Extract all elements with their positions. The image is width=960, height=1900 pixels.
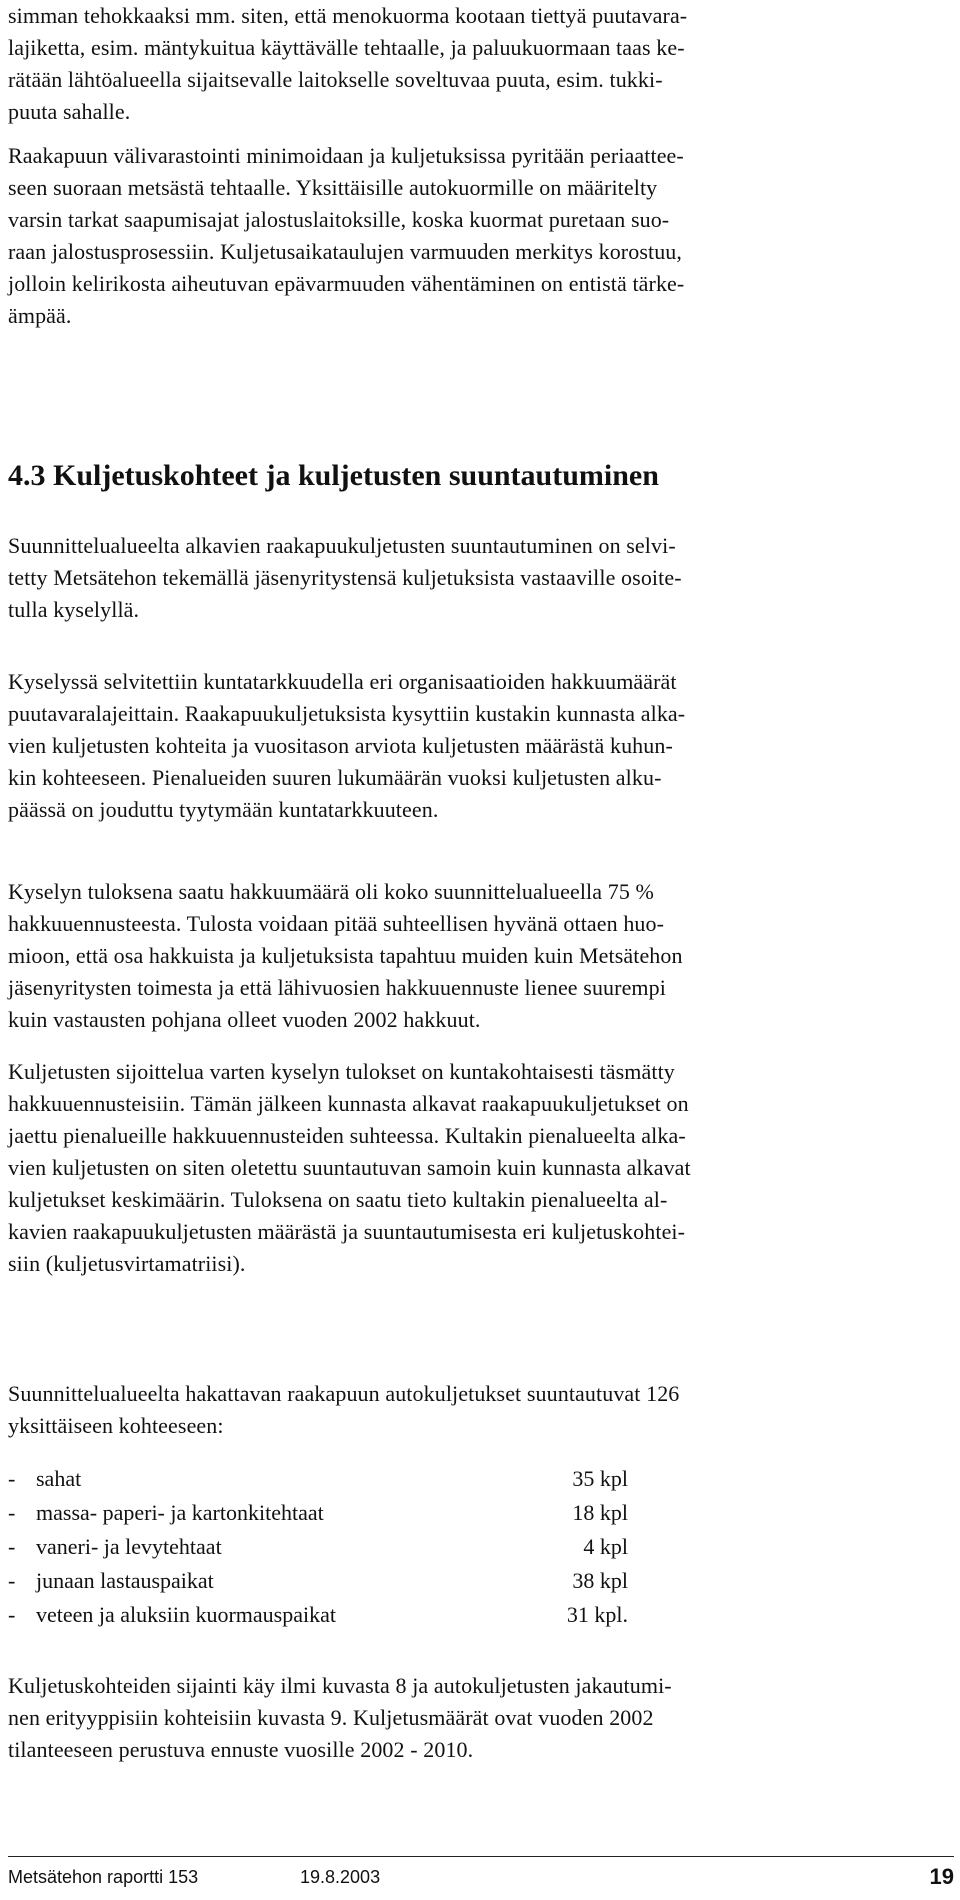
text-line: kuin vastausten pohjana olleet vuoden 2002 hakkuut.: [8, 1007, 481, 1032]
paragraph-raw-wood-storage: [8, 140, 956, 332]
text-line: puuta sahalle.: [8, 99, 131, 124]
list-dash: -: [8, 1534, 16, 1559]
paragraph-survey-intro: [8, 530, 956, 626]
text-line: Kuljetusten sijoittelua varten kyselyn tulokset on kuntakohtaisesti täsmätty: [8, 1059, 675, 1084]
list-item-label: massa- paperi- ja kartonkitehtaat: [36, 1500, 324, 1525]
text-line: hakkuuennusteesta. Tulosta voidaan pitää suhteellisen hyvänä ottaen huo-: [8, 911, 665, 936]
list-item-label: junaan lastauspaikat: [36, 1568, 214, 1593]
list-item-count: 31 kpl.: [566, 1602, 628, 1627]
list-dash: -: [8, 1500, 16, 1525]
text-line: nen erityyppisiin kohteisiin kuvasta 9. Kuljetusmäärät ovat vuoden 2002: [8, 1705, 654, 1730]
text-line: tilanteeseen perustuva ennuste vuosille 2002 - 2010.: [8, 1737, 474, 1762]
text-line: jäsenyritysten toimesta ja että lähivuosien hakkuuennuste lienee suurempi: [8, 975, 666, 1000]
text-line: vien kuljetusten kohteita ja vuositason arviota kuljetusten määrästä kuhun-: [8, 733, 673, 758]
text-line: jolloin kelirikosta aiheutuvan epävarmuuden vähentäminen on entistä tärke-: [8, 271, 685, 296]
text-line: Kyselyn tuloksena saatu hakkuumäärä oli koko suunnittelualueella 75 %: [8, 879, 654, 904]
text-line: raan jalostusprosessiin. Kuljetusaikataulujen varmuuden merkitys korostuu,: [8, 239, 682, 264]
list-item: [8, 1496, 708, 1530]
text-line: vien kuljetusten on siten oletettu suuntautuvan samoin kuin kunnasta alkavat: [8, 1155, 691, 1180]
text-line: siin (kuljetusvirtamatriisi).: [8, 1251, 246, 1276]
paragraph-figure-reference: [8, 1670, 956, 1766]
text-line: päässä on jouduttu tyytymään kuntatarkkuuteen.: [8, 797, 439, 822]
text-line: Raakapuun välivarastointi minimoidaan ja kuljetuksissa pyritään periaattee-: [8, 143, 684, 168]
list-item-count: 18 kpl: [572, 1500, 628, 1525]
text-line: kin kohteeseen. Pienalueiden suuren lukumäärän vuoksi kuljetusten alku-: [8, 765, 662, 790]
paragraph-allocation: [8, 1056, 956, 1280]
text-line: Suunnittelualueelta hakattavan raakapuun autokuljetukset suuntautuvat 126: [8, 1381, 680, 1406]
list-item-count: 35 kpl: [572, 1466, 628, 1491]
list-item-count: 38 kpl: [572, 1568, 628, 1593]
list-dash: -: [8, 1568, 16, 1593]
list-dash: -: [8, 1466, 16, 1491]
list-item-label: veteen ja aluksiin kuormauspaikat: [36, 1602, 336, 1627]
paragraph-destination-count: [8, 1378, 956, 1442]
text-line: tulla kyselyllä.: [8, 597, 140, 622]
text-line: jaettu pienalueille hakkuuennusteiden suhteessa. Kultakin pienalueelta alka-: [8, 1123, 686, 1148]
text-line: ämpää.: [8, 303, 72, 328]
text-line: hakkuuennusteisiin. Tämän jälkeen kunnasta alkavat raakapuukuljetukset on: [8, 1091, 689, 1116]
list-item-label: vaneri- ja levytehtaat: [36, 1534, 222, 1559]
text-line: Kuljetuskohteiden sijainti käy ilmi kuvasta 8 ja autokuljetusten jakautumi-: [8, 1673, 672, 1698]
text-line: Suunnittelualueelta alkavien raakapuukuljetusten suuntautuminen on selvi-: [8, 533, 676, 558]
list-item: [8, 1462, 708, 1496]
page-number: 19: [929, 1864, 954, 1889]
text-line: kuljetukset keskimäärin. Tuloksena on saatu tieto kultakin pienalueelta al-: [8, 1187, 668, 1212]
footer-report-title: Metsätehon raportti 153: [8, 1867, 199, 1887]
text-line: seen suoraan metsästä tehtaalle. Yksittäisille autokuormille on määritelty: [8, 175, 658, 200]
text-line: yksittäiseen kohteeseen:: [8, 1413, 224, 1438]
paragraph-survey-result: [8, 876, 956, 1036]
text-line: rätään lähtöalueella sijaitsevalle laitokselle soveltuvaa puuta, esim. tukki-: [8, 67, 663, 92]
text-line: simman tehokkaaksi mm. siten, että menokuorma kootaan tiettyä puutavara-: [8, 3, 688, 28]
page-footer: [8, 1862, 954, 1892]
text-line: kavien raakapuukuljetusten määrästä ja suuntautumisesta eri kuljetuskohtei-: [8, 1219, 686, 1244]
paragraph-continued: [8, 0, 956, 128]
list-item: [8, 1598, 708, 1632]
text-line: mioon, että osa hakkuista ja kuljetuksista tapahtuu muiden kuin Metsätehon: [8, 943, 683, 968]
destination-list: [8, 1462, 708, 1632]
text-line: puutavaralajeittain. Raakapuukuljetuksista kysyttiin kustakin kunnasta alka-: [8, 701, 686, 726]
text-line: lajiketta, esim. mäntykuitua käyttävälle tehtaalle, ja paluukuormaan taas ke-: [8, 35, 685, 60]
text-line: varsin tarkat saapumisajat jalostuslaitoksille, koska kuormat puretaan suo-: [8, 207, 670, 232]
paragraph-survey-method: [8, 666, 956, 826]
footer-divider: [8, 1856, 954, 1857]
section-heading: 4.3 Kuljetuskohteet ja kuljetusten suuntautuminen: [8, 459, 659, 492]
list-item: [8, 1564, 708, 1598]
text-line: tetty Metsätehon tekemällä jäsenyritystensä kuljetuksista vastaaville osoite-: [8, 565, 682, 590]
list-dash: -: [8, 1602, 16, 1627]
footer-date: 19.8.2003: [300, 1867, 381, 1887]
text-line: Kyselyssä selvitettiin kuntatarkkuudella eri organisaatioiden hakkuumäärät: [8, 669, 677, 694]
list-item-count: 4 kpl: [583, 1534, 628, 1559]
list-item: [8, 1530, 708, 1564]
list-item-label: sahat: [36, 1466, 82, 1491]
